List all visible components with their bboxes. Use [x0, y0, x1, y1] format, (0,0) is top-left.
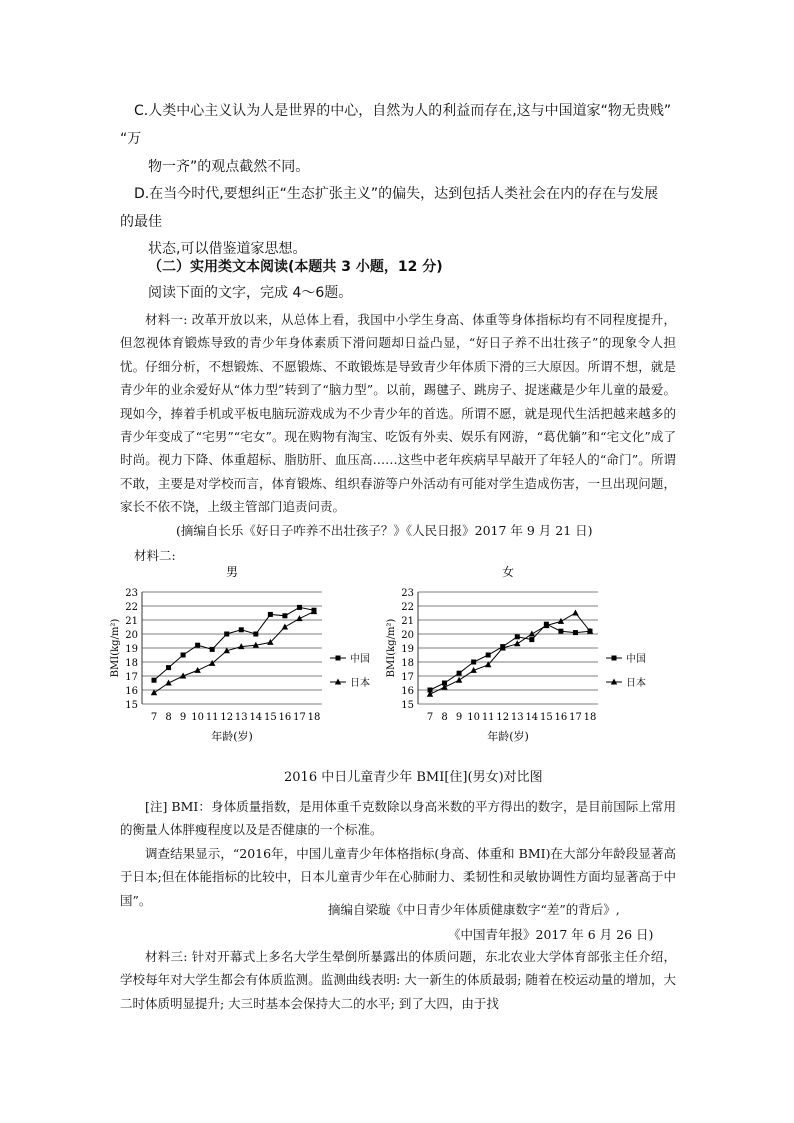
- y-tick-label: 19: [401, 644, 414, 655]
- chart-female: [384, 562, 644, 762]
- y-tick-label: 18: [125, 658, 138, 669]
- data-point: [529, 637, 534, 642]
- option-d-line2: 的最佳: [120, 214, 162, 230]
- x-tick-label: 17: [569, 712, 582, 723]
- chart-title: 男: [225, 565, 239, 579]
- y-tick-label: 16: [401, 686, 414, 697]
- material-one: [120, 308, 676, 519]
- chart-title: 女: [501, 565, 515, 579]
- legend-label: 日本: [350, 678, 370, 689]
- data-point: [253, 632, 258, 637]
- data-point: [282, 613, 287, 618]
- x-tick-label: 7: [426, 712, 434, 723]
- data-point: [224, 632, 229, 637]
- y-tick-label: 17: [401, 672, 414, 683]
- note-block: [120, 795, 676, 912]
- x-tick-label: 12: [496, 712, 510, 723]
- data-point: [166, 665, 171, 670]
- data-point: [558, 629, 563, 634]
- y-tick-label: 22: [125, 602, 138, 613]
- data-point: [573, 630, 578, 635]
- material-one-text: 材料一: 改革开放以来，从总体上看，我国中小学生身高、体重等身体指标均有不同程度提升，但忽视体育锻炼导致的青少年身体素质下滑问题却日益凸显，“好日子养不出壮孩子”的现象令人担忧。仔细分析，不想锻炼、不愿锻炼、不敢锻炼是导致青少年体质下滑的三大原因。所谓不想，就是青少年的业余爱好从“体力型”转到了“脑力型”。以前，踢毽子、跳房子、捉迷藏是少年儿童的最爱。现如今，捧着手机或平板电脑玩游戏成为不少青少年的首选。所谓不愿，就是现代生活把越来越多的青少年变成了“宅男”“宅女”。现在购物有淘宝、吃饭有外卖、娱乐有网游，“葛优躺”和“宅文化”成了时尚。视力下降、体重超标、脂肪肝、血压高……这些中老年疾病早早敲开了年轻人的“命门”。所谓不敢，主要是对学校而言，体育锻炼、组织春游等户外活动有可能对学生造成伤害，一旦出现问题，家长不依不饶，上级主管部门追责问责。: [120, 312, 676, 515]
- x-tick-label: 13: [510, 712, 524, 723]
- x-axis-label: 年龄(岁): [487, 730, 529, 743]
- series-line: [154, 612, 314, 693]
- data-point: [515, 634, 520, 639]
- x-tick-label: 17: [293, 712, 306, 723]
- y-tick-label: 15: [125, 700, 138, 711]
- x-axis-label: 年龄(岁): [211, 730, 253, 743]
- y-tick-label: 21: [125, 616, 138, 627]
- legend-label: 中国: [626, 654, 646, 665]
- data-point: [297, 605, 302, 610]
- legend-marker: [336, 656, 341, 661]
- data-point: [210, 647, 215, 652]
- data-point: [471, 660, 476, 665]
- series-line: [154, 607, 314, 680]
- y-axis-label: BMI(kg/m²): [110, 618, 121, 678]
- x-tick-label: 9: [179, 712, 187, 723]
- x-tick-label: 12: [220, 712, 234, 723]
- data-point: [572, 610, 578, 616]
- data-point: [268, 612, 273, 617]
- x-tick-label: 10: [191, 712, 205, 723]
- data-point: [152, 678, 157, 683]
- data-point: [195, 643, 200, 648]
- x-tick-label: 9: [455, 712, 463, 723]
- data-point: [239, 627, 244, 632]
- x-tick-label: 11: [481, 712, 495, 723]
- option-c-line3: 物一齐”的观点截然不同。: [148, 159, 310, 175]
- x-tick-label: 8: [165, 712, 172, 723]
- y-tick-label: 15: [401, 700, 414, 711]
- option-c-line1: C.人类中心主义认为人是世界的中心，自然为人的利益而存在,这与中国道家“物无贵贱”: [134, 103, 672, 119]
- y-axis-label: BMI(kg/m²): [386, 618, 397, 678]
- x-tick-label: 8: [441, 712, 448, 723]
- data-point: [529, 631, 535, 637]
- x-tick-label: 16: [278, 712, 292, 723]
- data-point: [194, 667, 200, 673]
- section-heading: （二）实用类文本阅读(本题共 3 小题，12 分): [148, 259, 443, 275]
- y-tick-label: 20: [125, 630, 138, 641]
- x-tick-label: 7: [150, 712, 158, 723]
- y-tick-label: 16: [125, 686, 138, 697]
- material-one-source: (摘编自长乐《好日子咋养不出壮孩子？》《人民日报》2017 年 9 月 21 日): [176, 523, 593, 538]
- chart-male: [108, 562, 370, 762]
- material-three: [120, 945, 676, 1015]
- y-tick-label: 20: [401, 630, 414, 641]
- y-tick-label: 22: [401, 602, 414, 613]
- data-point: [457, 671, 462, 676]
- y-tick-label: 23: [125, 588, 138, 599]
- x-tick-label: 14: [249, 712, 263, 723]
- note-source-line2: 《中国青年报》2017 年 6 月 26 日): [448, 927, 654, 942]
- legend-label: 日本: [626, 678, 646, 689]
- option-d-line1: D.在当今时代,要想纠正“生态扩张主义”的偏失，达到包括人类社会在内的存在与发展: [134, 186, 659, 202]
- data-point: [486, 653, 491, 658]
- x-tick-label: 15: [539, 712, 553, 723]
- material-two-label: 材料二:: [134, 548, 176, 563]
- data-point: [181, 653, 186, 658]
- survey-text: 调查结果显示，“2016年，中国儿童青少年体格指标(身高、体重和 BMI)在大部分年龄段显著高于日本;但在体能指标的比较中，日本儿童青少年在心肺耐力、柔韧性和灵敏协调性方面均显著高于中国”。: [120, 845, 676, 908]
- series-line: [430, 613, 590, 694]
- y-tick-label: 21: [401, 616, 414, 627]
- y-tick-label: 18: [401, 658, 414, 669]
- data-point: [282, 624, 288, 630]
- y-tick-label: 23: [401, 588, 414, 599]
- x-tick-label: 18: [583, 712, 597, 723]
- note-text: [注] BMI：身体质量指数，是用体重千克数除以身高米数的平方得出的数字，是目前国际上常用的衡量人体胖瘦程度以及是否健康的一个标准。: [120, 799, 676, 838]
- chart-caption: 2016 中日儿童青少年 BMI[住](男女)对比图: [284, 770, 543, 785]
- option-c-line2: “万: [120, 131, 142, 147]
- x-tick-label: 11: [205, 712, 219, 723]
- legend-label: 中国: [350, 654, 370, 665]
- data-point: [558, 618, 564, 624]
- data-point: [296, 615, 302, 621]
- x-tick-label: 13: [234, 712, 248, 723]
- x-tick-label: 14: [525, 712, 539, 723]
- x-tick-label: 16: [554, 712, 568, 723]
- legend-marker: [612, 656, 617, 661]
- x-tick-label: 15: [263, 712, 277, 723]
- y-tick-label: 17: [125, 672, 138, 683]
- data-point: [165, 680, 171, 686]
- note-source-line1: 摘编自梁璇《中日青少年体质健康数字“差”的背后》,: [328, 902, 620, 917]
- x-tick-label: 10: [467, 712, 481, 723]
- data-point: [514, 640, 520, 646]
- y-tick-label: 19: [125, 644, 138, 655]
- option-d-line3: 状态,可以借鉴道家思想。: [148, 241, 307, 257]
- section-instruction: 阅读下面的文字，完成 4～6题。: [148, 285, 353, 301]
- material-three-text: 材料三: 针对开幕式上多名大学生晕倒所暴露出的体质问题，东北农业大学体育部张主任介绍，学校每年对大学生都会有体质监测。监测曲线表明: 大一新生的体质最弱; 随着在校运动量的增加，大二时体质明显提升; 大三时基本会保持大二的水平; 到了大四，由于找: [120, 949, 676, 1011]
- x-tick-label: 18: [307, 712, 321, 723]
- data-point: [456, 677, 462, 683]
